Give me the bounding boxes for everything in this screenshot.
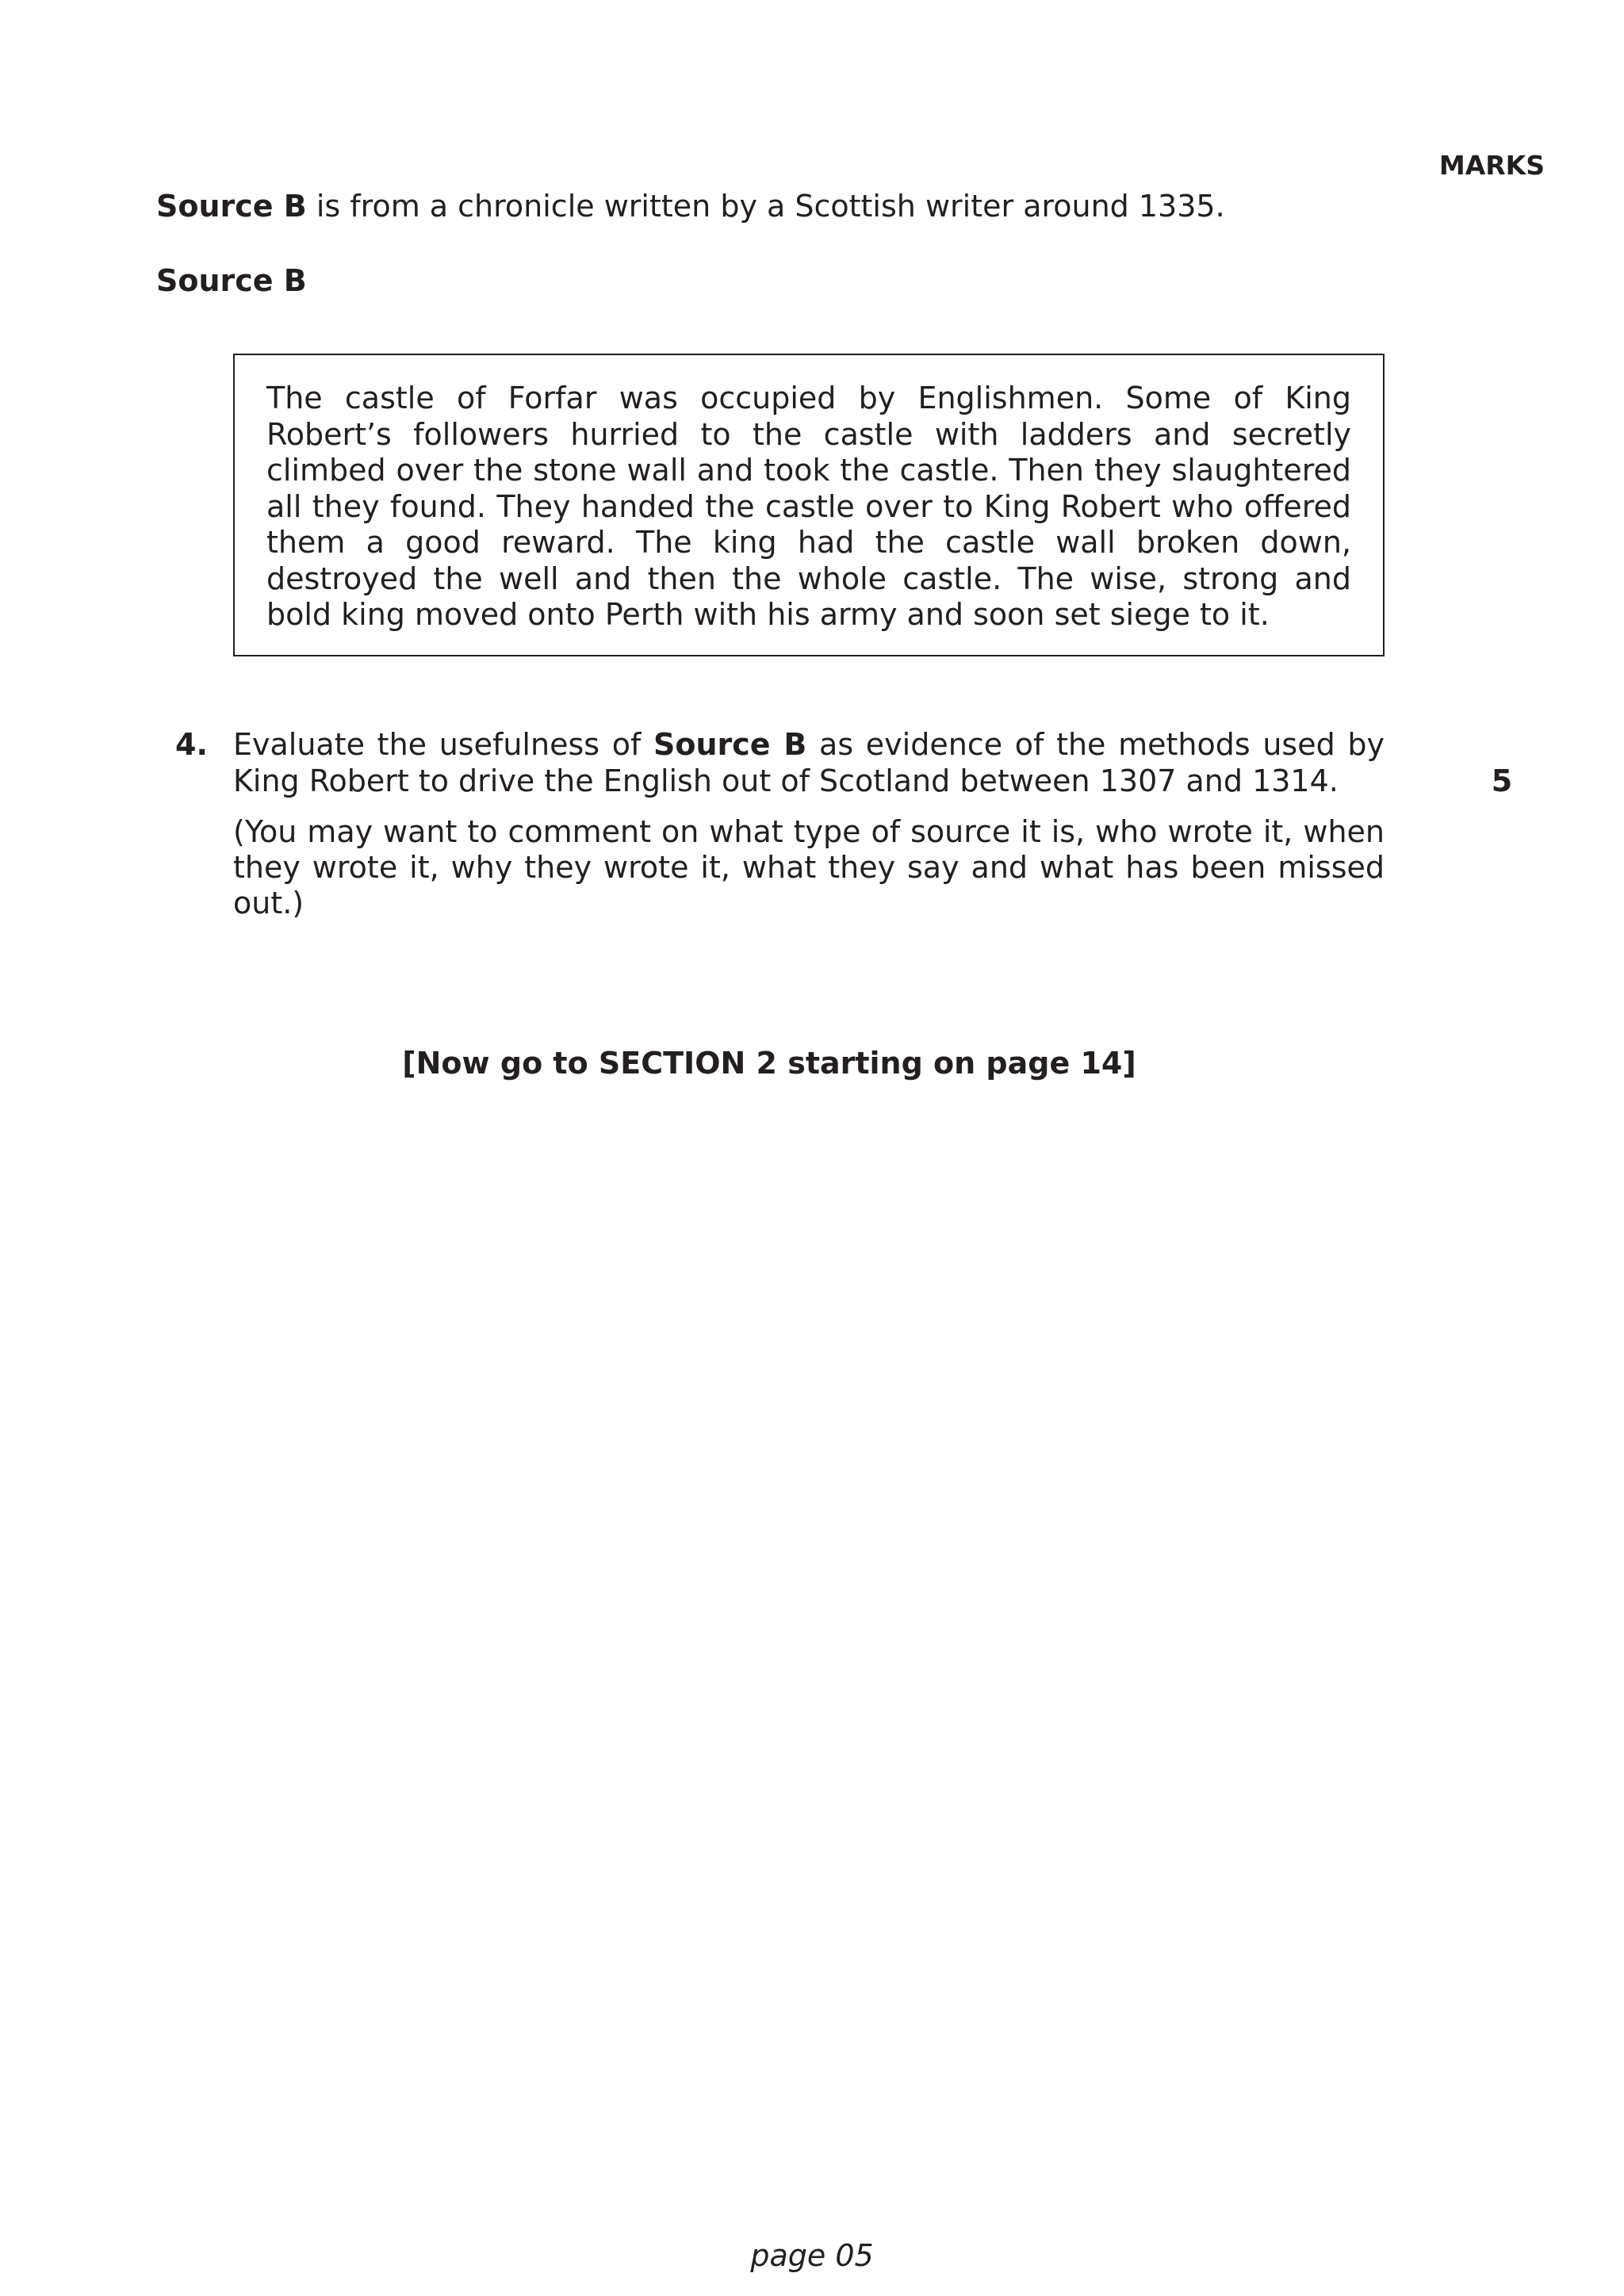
next-section-instruction: [Now go to SECTION 2 starting on page 14] [402, 1046, 1136, 1081]
source-extract-box [233, 354, 1385, 656]
source-name: Source B [156, 189, 307, 224]
marks-column-header: MARKS [1438, 150, 1545, 181]
question-text-end: as evidence of the methods used by King Robert to drive the English out of Scotland between 1307 and 1314. [233, 727, 1385, 798]
question-marks: 5 [1491, 763, 1513, 798]
question-source-reference: Source B [653, 727, 807, 762]
question-text [233, 726, 1385, 799]
source-heading: Source B [156, 263, 307, 298]
page-number: page 05 [750, 2238, 874, 2273]
question-number: 4. [175, 727, 208, 762]
source-introduction [156, 187, 1225, 225]
source-description: is from a chronicle written by a Scottish writer around 1335. [306, 189, 1225, 224]
question-text-start: Evaluate the usefulness of [233, 727, 654, 762]
question-hint: (You may want to comment on what type of source it is, who wrote it, when they wrote it, why they wrote it, what they say and what has been missed out.) [233, 814, 1385, 920]
source-extract-text: The castle of Forfar was occupied by Englishmen. Some of King Robert’s followers hurried to the castle with ladders and secretly climbed over the stone wall and took the castle. Then they slaughtered all they found. They handed the castle over to King Robert who offered them a good reward. The king had the castle wall broken down, destroyed the well and then the whole castle. The wise, strong and bold king moved onto Perth with his army and soon set siege to it. [266, 381, 1351, 632]
